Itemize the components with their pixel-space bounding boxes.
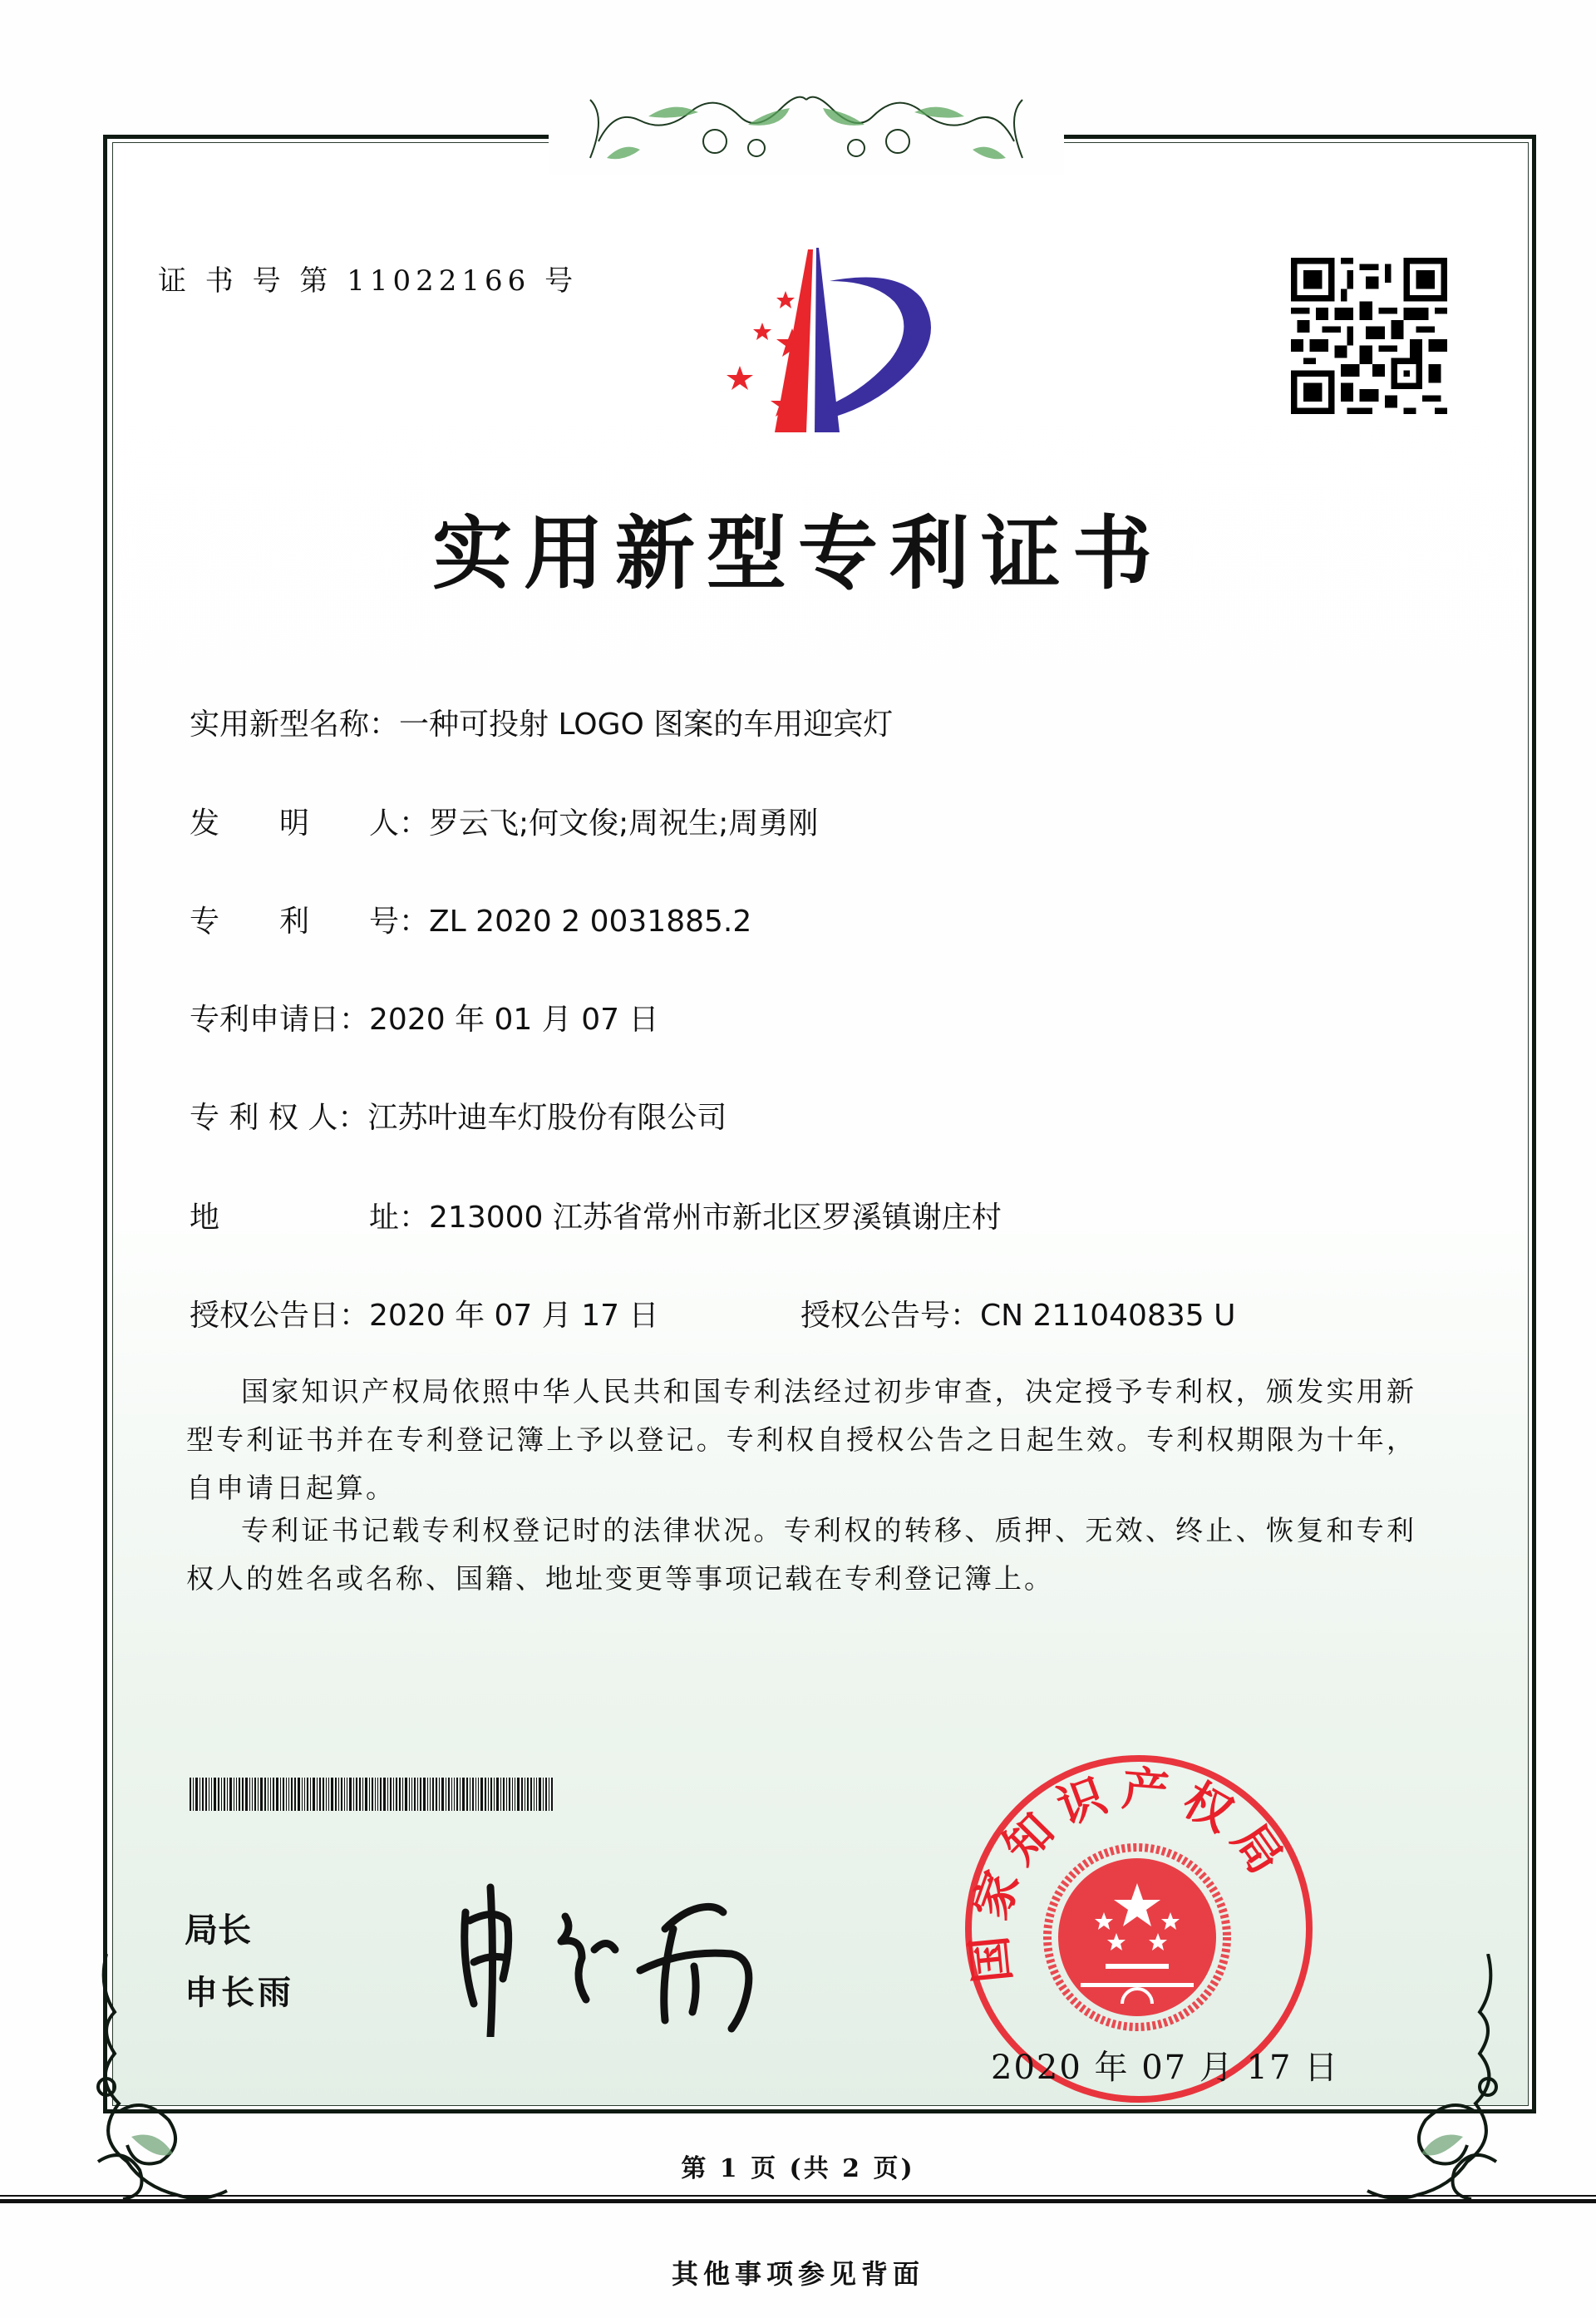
certificate-number: 证 书 号 第 11022166 号: [158, 264, 579, 298]
qr-code-icon[interactable]: [1291, 258, 1447, 414]
field-label: 发 明 人：: [190, 806, 430, 841]
field-value: 一种可投射 LOGO 图案的车用迎宾灯: [399, 708, 894, 742]
seal-date: 2020 年 07 月 17 日: [991, 2049, 1340, 2087]
field-address: [190, 1194, 1002, 1236]
field-utility-model-name: [190, 701, 893, 743]
field-value: 2020 年 07 月 17 日: [369, 1299, 659, 1333]
field-value: ZL 2020 2 0031885.2: [429, 905, 752, 939]
field-announcement-number: [800, 1292, 1235, 1334]
field-value: 江苏叶迪车灯股份有限公司: [367, 1101, 727, 1135]
cnipa-logo-icon: [682, 241, 931, 441]
top-ornament-icon: [549, 83, 1064, 175]
back-note: 其他事项参见背面: [671, 2258, 924, 2290]
field-label: 专 利 权 人：: [190, 1101, 368, 1135]
field-value: 2020 年 01 月 07 日: [369, 1003, 659, 1037]
signatory-name: 申长雨: [185, 1974, 294, 2012]
bottom-divider: [0, 2195, 1596, 2203]
corner-ornament-icon: [1363, 1954, 1521, 2228]
field-patentee: [190, 1094, 727, 1137]
field-label: 专 利 号：: [190, 905, 430, 939]
legal-paragraph: 专利证书记载专利权登记时的法律状况。专利权的转移、质押、无效、终止、恢复和专利权人的姓名或名称、国籍、地址变更等事项记载在专利登记簿上。: [186, 1514, 1416, 1595]
handwritten-signature-icon: [449, 1871, 823, 2037]
field-grant-date: [190, 1292, 658, 1334]
field-patent-number: [190, 898, 751, 940]
seal-text: 国家知识产权局: [961, 1762, 1299, 1985]
page-indicator: 第 1 页 (共 2 页): [681, 2154, 915, 2183]
certificate-title: 实用新型专利证书: [432, 506, 1164, 600]
field-value: 罗云飞;何文俊;周祝生;周勇刚: [429, 806, 819, 841]
field-label: 授权公告日：: [190, 1299, 370, 1333]
field-inventors: [190, 800, 818, 842]
field-application-date: [190, 996, 658, 1038]
field-label: 实用新型名称：: [190, 708, 400, 742]
barcode-icon: [190, 1778, 605, 1811]
field-label: 地 址：: [190, 1201, 430, 1235]
signatory-title: 局长: [185, 1911, 251, 1950]
field-label: 专利申请日：: [190, 1003, 370, 1037]
legal-paragraph: 国家知识产权局依照中华人民共和国专利法经过初步审查，决定授予专利权，颁发实用新型专利证书并在专利登记簿上予以登记。专利权自授权公告之日起生效。专利权期限为十年，自申请日起算。: [186, 1375, 1416, 1504]
field-value: 213000 江苏省常州市新北区罗溪镇谢庄村: [429, 1201, 1002, 1235]
field-label: 授权公告号：: [800, 1299, 981, 1333]
field-value: CN 211040835 U: [980, 1299, 1236, 1333]
